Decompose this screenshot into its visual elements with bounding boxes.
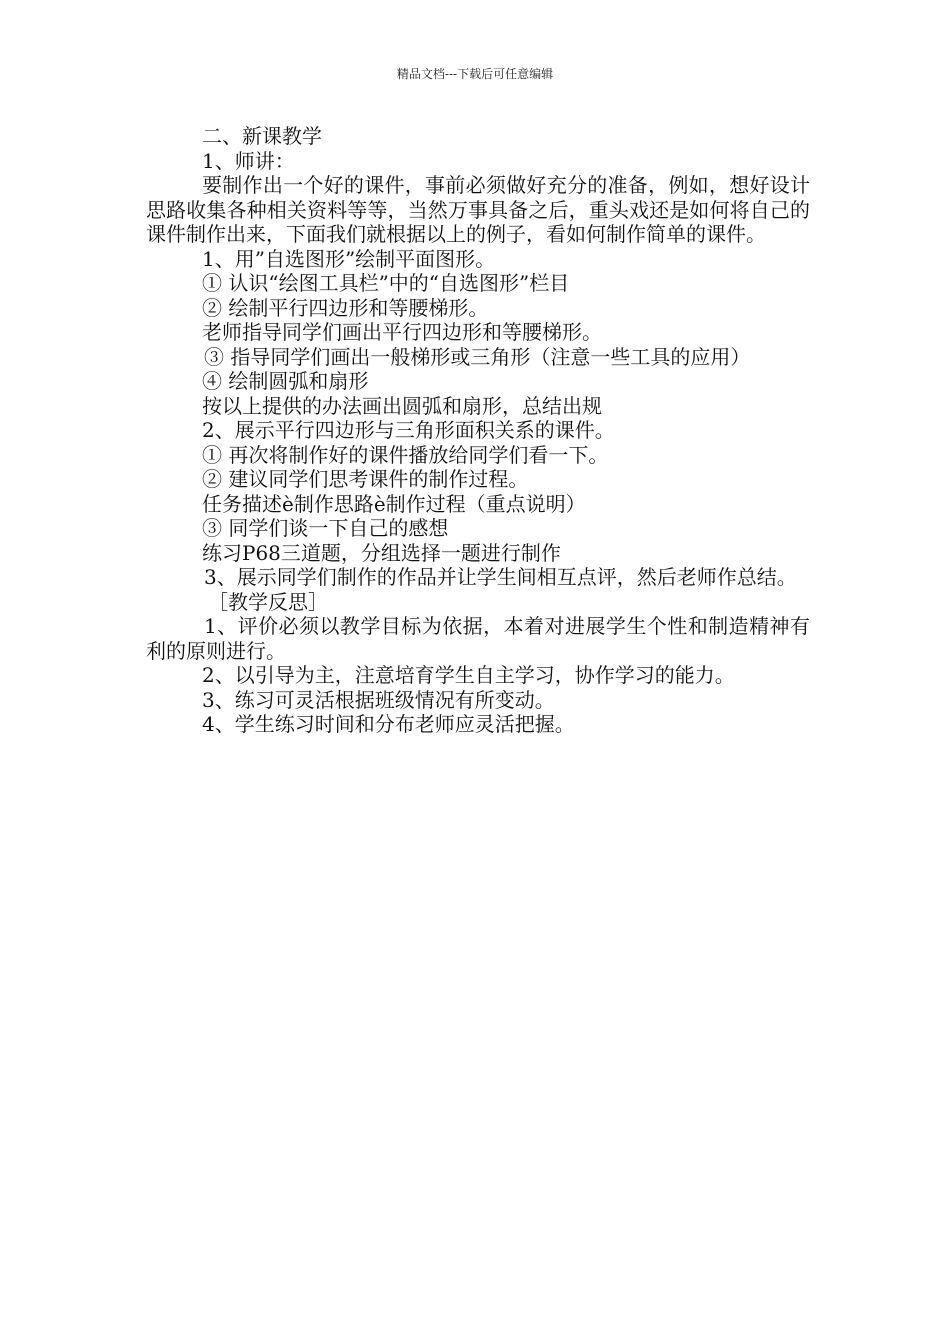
step-showcase-works: 3、展示同学们制作的作品并让学生间相互点评，然后老师作总结。 — [204, 565, 797, 589]
reflection-item-4: 4、学生练习时间和分布老师应灵活把握。 — [202, 712, 575, 736]
step-show-courseware: 2、展示平行四边形与三角形面积关系的课件。 — [202, 418, 615, 442]
paragraph-intro: 要制作出一个好的课件，事前必须做好充分的准备，例如，想好设计思路收集各种相关资料等等，当然万事具备之后，重头戏还是如何将自己的课件制作出来，下面我们就根据以上的例子，看如何制作简单的课件。 — [146, 173, 810, 246]
section-heading-reflection: ［教学反思］ — [208, 589, 328, 614]
item-1-toolbar: ① 认识“绘图工具栏”中的“自选图形”栏目 — [202, 271, 570, 295]
section-heading-new-lesson: 二、新课教学 — [202, 124, 322, 148]
step-autoshapes: 1、用”自选图形”绘制平面图形。 — [202, 246, 496, 271]
reflection-item-2: 2、以引导为主，注意培育学生自主学习，协作学习的能力。 — [202, 663, 735, 687]
page-header: 精品文档---下载后可任意编辑 — [396, 67, 554, 81]
item-3-trapezoid: ③ 指导同学们画出一般梯形或三角形（注意一些工具的应用） — [204, 344, 751, 369]
item-2-draw-shapes: ② 绘制平行四边形和等腰梯形。 — [202, 295, 489, 320]
paragraph-exercise: 练习P68三道题，分组选择一题进行制作 — [202, 540, 561, 565]
step-teacher-talk: 1、师讲： — [202, 148, 295, 173]
item-3-feelings: ③ 同学们谈一下自己的感想 — [202, 516, 449, 540]
item-4-arc-sector: ④ 绘制圆弧和扇形 — [202, 369, 369, 393]
reflection-item-3: 3、练习可灵活根据班级情况有所变动。 — [202, 687, 555, 712]
reflection-item-1: 1、评价必须以教学目标为依据，本着对进展学生个性和制造精神有利的原则进行。 — [146, 614, 810, 663]
document-body — [146, 124, 810, 737]
paragraph-task-flow: 任务描述è制作思路è制作过程（重点说明） — [202, 491, 586, 516]
item-2-think: ② 建议同学们思考课件的制作过程。 — [202, 467, 529, 491]
paragraph-teacher-guide: 老师指导同学们画出平行四边形和等腰梯形。 — [202, 320, 602, 344]
item-1-replay: ① 再次将制作好的课件播放给同学们看一下。 — [202, 442, 609, 467]
paragraph-arc-method: 按以上提供的办法画出圆弧和扇形，总结出规 — [202, 393, 602, 418]
